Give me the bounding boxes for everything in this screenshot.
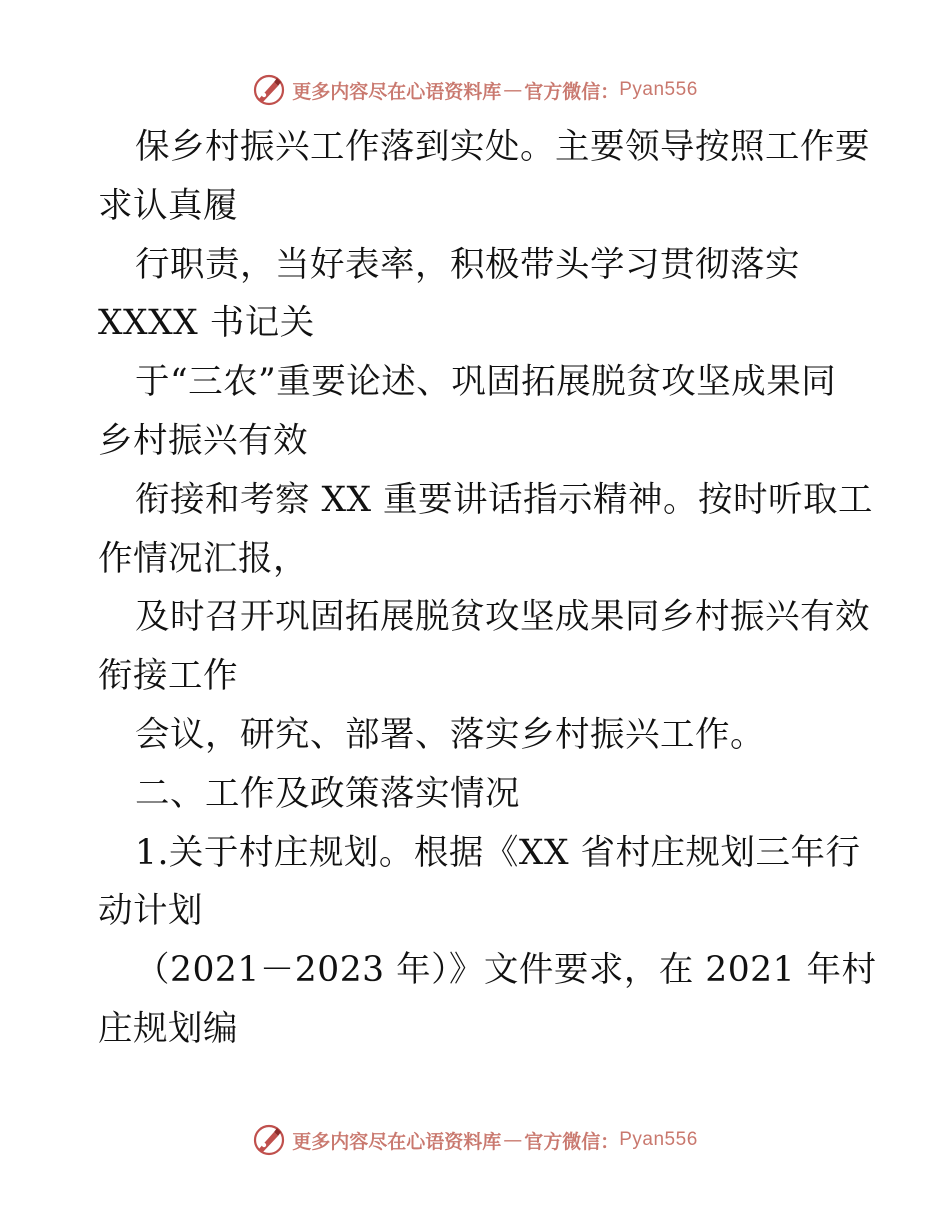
paragraph-line: 行职责，当好表率，积极带头学习贯彻落实 — [135, 244, 800, 285]
document-body — [98, 118, 877, 1059]
paragraph-line: 求认真履 — [98, 185, 238, 226]
paragraph-line: 1.关于村庄规划。根据《XX 省村庄规划三年行 — [135, 832, 861, 873]
paragraph-line: 及时召开巩固拓展脱贫攻坚成果同乡村振兴有效 — [135, 597, 870, 638]
paragraph-line: 衔接工作 — [98, 656, 238, 697]
watermark-separator: — — [503, 79, 523, 101]
paragraph-line: （2021－2023 年）》文件要求，在 2021 年村 — [135, 950, 877, 991]
watermark-separator: — — [503, 1129, 523, 1151]
paragraph-line: XXXX 书记关 — [98, 303, 315, 344]
watermark-wechat-label: 官方微信： — [524, 80, 620, 103]
paragraph-line: 衔接和考察 XX 重要讲话指示精神。按时听取工 — [135, 479, 874, 520]
paragraph-line: 会议，研究、部署、落实乡村振兴工作。 — [135, 714, 765, 755]
paragraph-line: 动计划 — [98, 891, 203, 932]
watermark-brand: 更多内容尽在心语资料库 — [292, 80, 502, 103]
watermark-wechat-id: Pyan556 — [619, 1129, 698, 1150]
paragraph-line: 于“三农”重要论述、巩固拓展脱贫攻坚成果同 — [135, 362, 837, 403]
paragraph-line: 庄规划编 — [98, 1008, 238, 1049]
pen-logo-icon — [252, 73, 286, 107]
watermark-brand: 更多内容尽在心语资料库 — [292, 1130, 502, 1153]
paragraph-line: 乡村振兴有效 — [98, 420, 308, 461]
watermark-wechat-label: 官方微信： — [524, 1130, 620, 1153]
paragraph-line: 保乡村振兴工作落到实处。主要领导按照工作要 — [135, 127, 870, 167]
paragraph-line: 二、工作及政策落实情况 — [135, 773, 520, 814]
footer-watermark — [0, 1120, 950, 1160]
watermark-wechat-id: Pyan556 — [619, 79, 698, 100]
pen-logo-icon — [252, 1123, 286, 1157]
paragraph-line: 作情况汇报， — [98, 538, 308, 579]
header-watermark — [0, 70, 950, 110]
